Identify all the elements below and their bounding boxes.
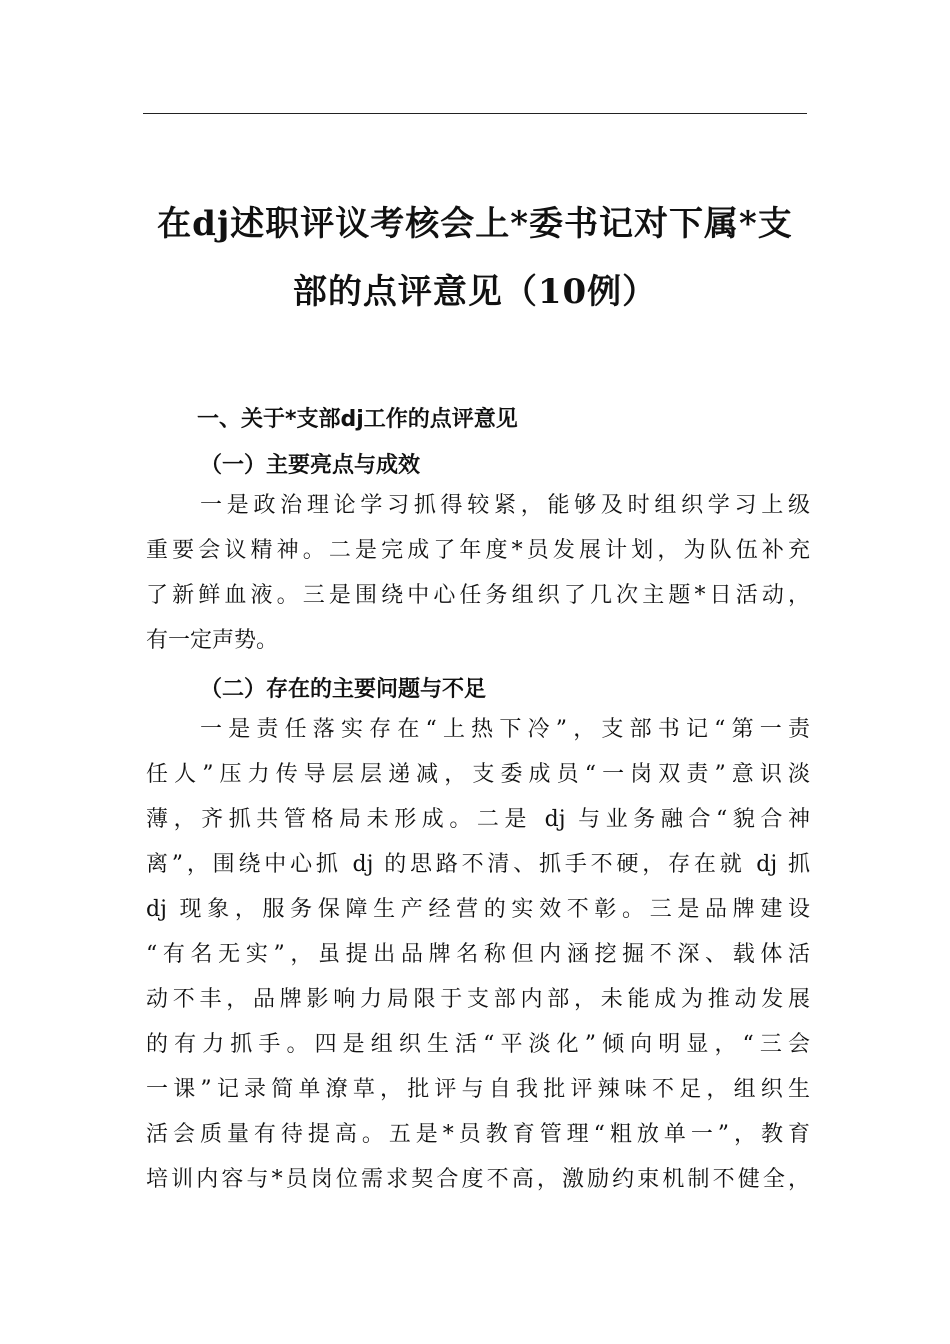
paragraph-line: 离”，围绕中心抓 dj 的思路不清、抓手不硬，存在就 dj 抓	[146, 852, 810, 877]
paragraph-line: 培训内容与*员岗位需求契合度不高，激励约束机制不健全，	[146, 1167, 810, 1192]
document-title-line-1: 在dj述职评议考核会上*委书记对下属*支	[157, 204, 793, 244]
paragraph-line: 重要会议精神。二是完成了年度*员发展计划，为队伍补充	[146, 538, 810, 563]
paragraph-line: 任人”压力传导层层递减，支委成员“一岗双责”意识淡	[146, 762, 810, 787]
paragraph-line: “有名无实”，虽提出品牌名称但内涵挖掘不深、载体活	[146, 942, 810, 967]
paragraph-line: 动不丰，品牌影响力局限于支部内部，未能成为推动发展	[146, 987, 810, 1012]
document-title-line-2: 部的点评意见（10例）	[292, 272, 658, 312]
subsection-2-paragraph	[146, 707, 810, 1202]
paragraph-line: 活会质量有待提高。五是*员教育管理“粗放单一”，教育	[146, 1122, 810, 1147]
paragraph-line: 的有力抓手。四是组织生活“平淡化”倾向明显，“三会	[146, 1032, 810, 1057]
paragraph-line: 一是政治理论学习抓得较紧，能够及时组织学习上级	[200, 493, 810, 518]
paragraph-line: 一是责任落实存在“上热下冷”，支部书记“第一责	[200, 717, 810, 742]
paragraph-line: 有一定声势。	[146, 628, 279, 653]
paragraph-line: 一课”记录简单潦草，批评与自我批评辣味不足，组织生	[146, 1077, 810, 1102]
paragraph-line: dj 现象，服务保障生产经营的实效不彰。三是品牌建设	[146, 897, 810, 922]
subsection-1-paragraph	[146, 483, 810, 663]
section-1-heading: 一、关于*支部dj工作的点评意见	[197, 407, 518, 432]
paragraph-line: 薄，齐抓共管格局未形成。二是 dj 与业务融合“貌合神	[146, 807, 810, 832]
header-rule	[143, 113, 807, 114]
subsection-1-heading: （一）主要亮点与成效	[200, 452, 421, 478]
paragraph-line: 了新鲜血液。三是围绕中心任务组织了几次主题*日活动，	[146, 583, 810, 608]
subsection-2-heading: （二）存在的主要问题与不足	[200, 676, 487, 702]
